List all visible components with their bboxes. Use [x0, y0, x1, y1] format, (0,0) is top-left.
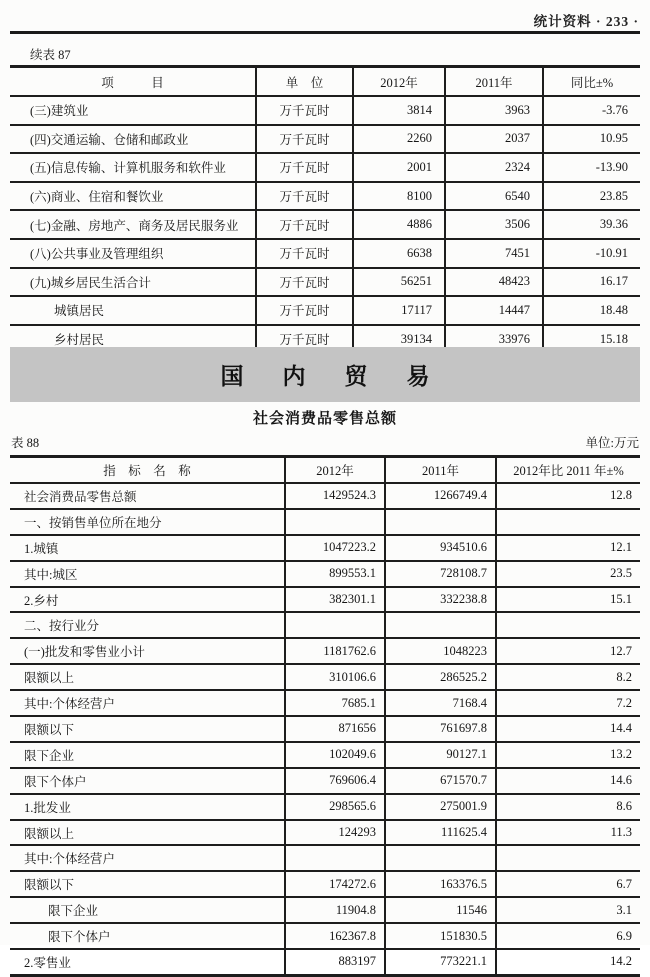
- value-2011-cell: 90127.1: [385, 742, 496, 768]
- value-2011-cell: 1266749.4: [385, 483, 496, 509]
- value-2012-cell: 162367.8: [285, 923, 385, 949]
- value-2012-cell: 382301.1: [285, 587, 385, 613]
- row-label: 乡村居民: [10, 325, 256, 354]
- value-2011-cell: 3506: [445, 210, 543, 239]
- percent-cell: 12.8: [496, 483, 640, 509]
- unit-cell: 万千瓦时: [256, 125, 353, 154]
- row-label: 限下企业: [10, 897, 285, 923]
- value-2012-cell: 102049.6: [285, 742, 385, 768]
- value-2011-cell: 7451: [445, 239, 543, 268]
- table-row: [10, 690, 640, 716]
- table-row: [10, 96, 640, 125]
- row-label: 限下个体户: [10, 768, 285, 794]
- value-2011-cell: 2037: [445, 125, 543, 154]
- row-label: 其中:个体经营户: [10, 690, 285, 716]
- value-2011-cell: 7168.4: [385, 690, 496, 716]
- table-row: [10, 742, 640, 768]
- value-2012-cell: 8100: [353, 182, 445, 211]
- table-88-unit-note: 单位:万元: [585, 436, 639, 450]
- value-2011-cell: 671570.7: [385, 768, 496, 794]
- value-2012-cell: 883197: [285, 949, 385, 975]
- row-label: 1.城镇: [10, 535, 285, 561]
- value-2012-cell: 871656: [285, 716, 385, 742]
- value-2012-cell: 4886: [353, 210, 445, 239]
- column-header-unit: 单 位: [256, 67, 353, 97]
- table-row: [10, 296, 640, 325]
- value-2012-cell: 298565.6: [285, 794, 385, 820]
- percent-cell: 13.2: [496, 742, 640, 768]
- table-row: [10, 845, 640, 871]
- row-label: 2.乡村: [10, 587, 285, 613]
- row-label: (八)公共事业及管理组织: [10, 239, 256, 268]
- value-2012-cell: 899553.1: [285, 561, 385, 587]
- page-header: 统计资料 · 233 ·: [533, 14, 639, 29]
- value-2012-cell: 11904.8: [285, 897, 385, 923]
- percent-cell: 23.85: [543, 182, 640, 211]
- table2-body: [10, 483, 640, 975]
- value-2012-cell: 1429524.3: [285, 483, 385, 509]
- column-header-2012: 2012年: [353, 67, 445, 97]
- continued-table-label: 续表 87: [30, 48, 71, 62]
- value-2011-cell: [385, 612, 496, 638]
- row-label: (七)金融、房地产、商务及居民服务业: [10, 210, 256, 239]
- section-banner: 国 内 贸 易: [10, 347, 640, 402]
- value-2012-cell: 1181762.6: [285, 638, 385, 664]
- table-row: [10, 794, 640, 820]
- table-row: [10, 949, 640, 975]
- table-title: 社会消费品零售总额: [252, 411, 397, 427]
- percent-cell: 23.5: [496, 561, 640, 587]
- header-rule: [10, 31, 640, 34]
- row-label: 限下企业: [10, 742, 285, 768]
- percent-cell: 6.9: [496, 923, 640, 949]
- table-row: [10, 483, 640, 509]
- value-2012-cell: 124293: [285, 820, 385, 846]
- column-header-2011: 2011年: [445, 67, 543, 97]
- percent-cell: [496, 612, 640, 638]
- value-2012-cell: 56251: [353, 268, 445, 297]
- percent-cell: 15.1: [496, 587, 640, 613]
- unit-cell: 万千瓦时: [256, 325, 353, 354]
- value-2011-cell: 332238.8: [385, 587, 496, 613]
- table-row: [10, 897, 640, 923]
- column-header-2012: 2012年: [285, 457, 385, 484]
- unit-cell: 万千瓦时: [256, 268, 353, 297]
- table-row: [10, 561, 640, 587]
- value-2011-cell: 163376.5: [385, 871, 496, 897]
- row-label: 限额以上: [10, 664, 285, 690]
- row-label: 2.零售业: [10, 949, 285, 975]
- value-2011-cell: 2324: [445, 153, 543, 182]
- value-2012-cell: 17117: [353, 296, 445, 325]
- percent-cell: 14.4: [496, 716, 640, 742]
- table-88-label: 表 88: [11, 436, 40, 450]
- value-2012-cell: 7685.1: [285, 690, 385, 716]
- unit-cell: 万千瓦时: [256, 96, 353, 125]
- table1-body: [10, 96, 640, 354]
- percent-cell: 15.18: [543, 325, 640, 354]
- unit-cell: 万千瓦时: [256, 239, 353, 268]
- row-label: (六)商业、住宿和餐饮业: [10, 182, 256, 211]
- percent-cell: -3.76: [543, 96, 640, 125]
- column-header-indicator: 指 标 名 称: [10, 457, 285, 484]
- row-label: 其中:个体经营户: [10, 845, 285, 871]
- value-2011-cell: 48423: [445, 268, 543, 297]
- percent-cell: 8.2: [496, 664, 640, 690]
- row-label: (四)交通运输、仓储和邮政业: [10, 125, 256, 154]
- table-row: [10, 587, 640, 613]
- column-header-item: 项 目: [10, 67, 256, 97]
- value-2011-cell: 773221.1: [385, 949, 496, 975]
- value-2012-cell: 1047223.2: [285, 535, 385, 561]
- column-header-yoy: 同比±%: [543, 67, 640, 97]
- table-row: [10, 664, 640, 690]
- value-2011-cell: [385, 509, 496, 535]
- table-row: [10, 923, 640, 949]
- percent-cell: 10.95: [543, 125, 640, 154]
- row-label: 城镇居民: [10, 296, 256, 325]
- value-2011-cell: [385, 845, 496, 871]
- value-2011-cell: 6540: [445, 182, 543, 211]
- percent-cell: 39.36: [543, 210, 640, 239]
- row-label: (一)批发和零售业小计: [10, 638, 285, 664]
- row-label: 限额以下: [10, 716, 285, 742]
- table-row: [10, 268, 640, 297]
- percent-cell: 14.6: [496, 768, 640, 794]
- percent-cell: [496, 845, 640, 871]
- table-row: [10, 716, 640, 742]
- value-2011-cell: 111625.4: [385, 820, 496, 846]
- column-header-2011: 2011年: [385, 457, 496, 484]
- table-row: [10, 239, 640, 268]
- row-label: 限额以下: [10, 871, 285, 897]
- percent-cell: 12.1: [496, 535, 640, 561]
- unit-cell: 万千瓦时: [256, 210, 353, 239]
- table-row: [10, 612, 640, 638]
- percent-cell: 8.6: [496, 794, 640, 820]
- value-2011-cell: 934510.6: [385, 535, 496, 561]
- table-row: [10, 153, 640, 182]
- row-label: 一、按销售单位所在地分: [10, 509, 285, 535]
- value-2012-cell: 39134: [353, 325, 445, 354]
- value-2011-cell: 728108.7: [385, 561, 496, 587]
- percent-cell: 3.1: [496, 897, 640, 923]
- table-header-row: [10, 457, 640, 484]
- table-row: [10, 871, 640, 897]
- value-2011-cell: 275001.9: [385, 794, 496, 820]
- row-label: 限额以上: [10, 820, 285, 846]
- table-87-continued: [10, 65, 640, 355]
- table-row: [10, 535, 640, 561]
- percent-cell: 12.7: [496, 638, 640, 664]
- percent-cell: 18.48: [543, 296, 640, 325]
- percent-cell: 16.17: [543, 268, 640, 297]
- unit-cell: 万千瓦时: [256, 153, 353, 182]
- row-label: 社会消费品零售总额: [10, 483, 285, 509]
- value-2012-cell: 6638: [353, 239, 445, 268]
- value-2012-cell: 310106.6: [285, 664, 385, 690]
- percent-cell: 11.3: [496, 820, 640, 846]
- row-label: 二、按行业分: [10, 612, 285, 638]
- percent-cell: 7.2: [496, 690, 640, 716]
- value-2012-cell: 2001: [353, 153, 445, 182]
- table-row: [10, 820, 640, 846]
- value-2012-cell: 769606.4: [285, 768, 385, 794]
- value-2011-cell: 761697.8: [385, 716, 496, 742]
- row-label: 其中:城区: [10, 561, 285, 587]
- percent-cell: 6.7: [496, 871, 640, 897]
- value-2012-cell: [285, 612, 385, 638]
- value-2011-cell: 1048223: [385, 638, 496, 664]
- value-2012-cell: 3814: [353, 96, 445, 125]
- table-row: [10, 210, 640, 239]
- value-2011-cell: 14447: [445, 296, 543, 325]
- unit-cell: 万千瓦时: [256, 296, 353, 325]
- table-row: [10, 182, 640, 211]
- row-label: (五)信息传输、计算机服务和软件业: [10, 153, 256, 182]
- value-2012-cell: 174272.6: [285, 871, 385, 897]
- value-2012-cell: [285, 845, 385, 871]
- value-2011-cell: 286525.2: [385, 664, 496, 690]
- row-label: 1.批发业: [10, 794, 285, 820]
- value-2011-cell: 3963: [445, 96, 543, 125]
- percent-cell: [496, 509, 640, 535]
- column-header-yoy: 2012年比 2011 年±%: [496, 457, 640, 484]
- value-2012-cell: [285, 509, 385, 535]
- row-label: (三)建筑业: [10, 96, 256, 125]
- table-row: [10, 638, 640, 664]
- table-header-row: [10, 67, 640, 97]
- value-2011-cell: 11546: [385, 897, 496, 923]
- value-2012-cell: 2260: [353, 125, 445, 154]
- table-88: [10, 455, 640, 977]
- unit-cell: 万千瓦时: [256, 182, 353, 211]
- row-label: (九)城乡居民生活合计: [10, 268, 256, 297]
- table-row: [10, 768, 640, 794]
- value-2011-cell: 151830.5: [385, 923, 496, 949]
- table-row: [10, 125, 640, 154]
- percent-cell: -13.90: [543, 153, 640, 182]
- table-row: [10, 509, 640, 535]
- row-label: 限下个体户: [10, 923, 285, 949]
- percent-cell: -10.91: [543, 239, 640, 268]
- percent-cell: 14.2: [496, 949, 640, 975]
- value-2011-cell: 33976: [445, 325, 543, 354]
